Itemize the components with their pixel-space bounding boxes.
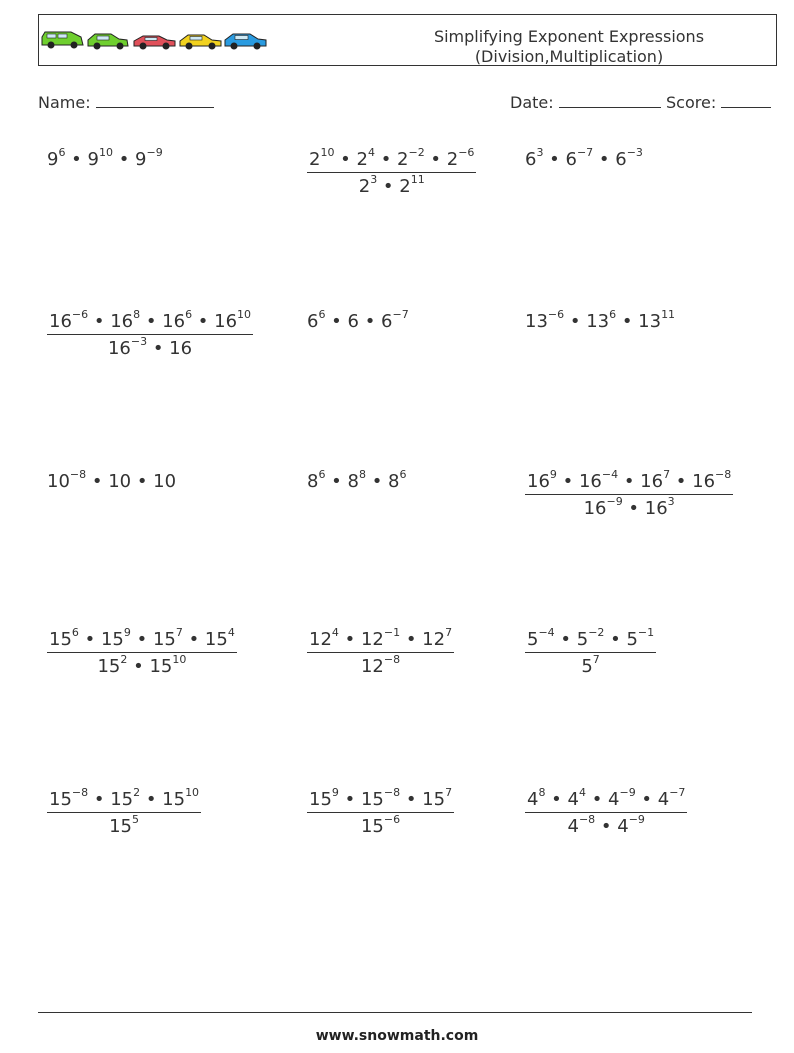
term-exponent: −7 — [669, 786, 686, 799]
term-base: 4 — [567, 789, 579, 810]
term-exponent: 11 — [661, 308, 676, 321]
problem-5 — [307, 310, 409, 332]
expression-den — [109, 813, 139, 837]
term-exponent: −1 — [637, 626, 655, 639]
term-base: 4 — [657, 789, 670, 810]
term-base: 12 — [360, 656, 384, 677]
car-icon — [134, 36, 175, 50]
term-base: 4 — [527, 789, 539, 810]
date-label: Date: — [510, 93, 554, 112]
expression-num — [525, 308, 676, 332]
multiply-dot: • — [131, 471, 154, 492]
multiply-dot: • — [585, 789, 609, 810]
term-exponent: −7 — [392, 308, 409, 321]
expression-den — [360, 653, 401, 677]
term-exponent: −3 — [130, 335, 148, 348]
term-exponent: 7 — [592, 653, 600, 666]
multiply-dot: • — [595, 816, 618, 837]
multiply-dot: • — [374, 149, 398, 170]
term-exponent: 3 — [370, 173, 378, 186]
expression-num — [527, 786, 686, 810]
multiply-dot: • — [424, 149, 447, 170]
title-line-2: (Division,Multiplication) — [474, 47, 664, 66]
multiply-dot: • — [358, 311, 382, 332]
term-exponent: −6 — [383, 813, 401, 826]
term-exponent: −8 — [578, 813, 596, 826]
problem-13 — [47, 788, 201, 837]
multiply-dot: • — [88, 311, 111, 332]
term-base: 16 — [527, 471, 550, 492]
multiply-dot: • — [127, 656, 150, 677]
term-base: 16 — [644, 498, 668, 519]
term-exponent: −6 — [547, 308, 565, 321]
term-base: 15 — [309, 789, 332, 810]
multiply-dot: • — [670, 471, 693, 492]
term-exponent: 7 — [445, 786, 453, 799]
term-exponent: −8 — [71, 786, 89, 799]
worksheet-title — [369, 27, 769, 67]
multiply-dot: • — [325, 471, 348, 492]
term-exponent: 7 — [175, 626, 183, 639]
term-base: 16 — [110, 311, 134, 332]
car-icon — [180, 35, 221, 50]
term-base: 13 — [638, 311, 662, 332]
term-base: 2 — [399, 176, 411, 197]
fraction — [47, 310, 253, 359]
term-base: 13 — [586, 311, 610, 332]
multiply-dot: • — [182, 629, 205, 650]
multiply-dot: • — [65, 149, 88, 170]
score-label: Score: — [666, 93, 717, 112]
term-exponent: 3 — [536, 146, 544, 159]
term-exponent: −8 — [715, 468, 732, 481]
term-exponent: 10 — [172, 653, 187, 666]
term-exponent: 5 — [131, 813, 139, 826]
term-base: 13 — [525, 311, 548, 332]
expression-num — [49, 786, 200, 810]
multiply-dot: • — [140, 789, 163, 810]
fraction — [307, 148, 476, 197]
problem-2 — [307, 148, 476, 197]
term-exponent: 10 — [237, 308, 252, 321]
term-exponent: 6 — [71, 626, 79, 639]
term-base: 5 — [626, 629, 638, 650]
multiply-dot: • — [147, 338, 170, 359]
expression-den — [360, 813, 401, 837]
term-base: 6 — [307, 311, 319, 332]
term-base: 15 — [110, 789, 134, 810]
term-base: 15 — [204, 629, 228, 650]
expression-num — [525, 146, 643, 170]
expression-den — [107, 335, 193, 359]
multiply-dot: • — [365, 471, 389, 492]
term-exponent: 6 — [318, 468, 326, 481]
multiply-dot: • — [325, 311, 348, 332]
term-exponent: −8 — [383, 786, 401, 799]
term-exponent: 9 — [123, 626, 131, 639]
term-exponent: 6 — [185, 308, 193, 321]
term-base: 6 — [565, 149, 577, 170]
multiply-dot: • — [543, 149, 566, 170]
multiply-dot: • — [545, 789, 568, 810]
term-base: 15 — [162, 789, 186, 810]
multiply-dot: • — [140, 311, 163, 332]
multiply-dot: • — [618, 471, 641, 492]
term-exponent: 6 — [318, 308, 326, 321]
term-base: 4 — [617, 816, 629, 837]
term-base: 9 — [47, 149, 59, 170]
term-base: 5 — [581, 656, 593, 677]
multiply-dot: • — [616, 311, 639, 332]
term-base: 16 — [640, 471, 664, 492]
term-exponent: −2 — [408, 146, 425, 159]
problem-12 — [525, 628, 656, 677]
term-base: 4 — [567, 816, 579, 837]
cars-decoration — [41, 29, 271, 51]
multiply-dot: • — [593, 149, 616, 170]
problem-1 — [47, 148, 163, 170]
term-base: 10 — [108, 471, 132, 492]
fraction — [525, 788, 687, 837]
term-exponent: −8 — [69, 468, 87, 481]
multiply-dot: • — [86, 471, 109, 492]
multiply-dot: • — [338, 629, 361, 650]
term-base: 15 — [49, 789, 72, 810]
term-exponent: 10 — [98, 146, 113, 159]
multiply-dot: • — [400, 629, 423, 650]
problem-6 — [525, 310, 675, 332]
multiply-dot: • — [130, 629, 153, 650]
term-base: 16 — [578, 471, 602, 492]
term-base: 16 — [49, 311, 72, 332]
multiply-dot: • — [88, 789, 111, 810]
term-exponent: 10 — [320, 146, 335, 159]
name-label: Name: — [38, 93, 91, 112]
multiply-dot: • — [554, 629, 577, 650]
expression-num — [527, 468, 732, 492]
expression-den — [358, 173, 425, 197]
term-exponent: 6 — [58, 146, 66, 159]
score-field[interactable] — [666, 93, 771, 112]
term-exponent: −9 — [606, 495, 623, 508]
term-base: 16 — [162, 311, 186, 332]
term-base: 9 — [135, 149, 147, 170]
term-base: 15 — [360, 816, 384, 837]
term-base: 15 — [97, 656, 121, 677]
date-blank[interactable] — [559, 93, 661, 108]
footer-url: www.snowmath.com — [315, 1028, 479, 1044]
fraction — [307, 628, 454, 677]
term-base: 10 — [153, 471, 177, 492]
multiply-dot: • — [400, 789, 423, 810]
term-exponent: −6 — [71, 308, 89, 321]
title-line-1: Simplifying Exponent Expressions — [433, 27, 705, 46]
term-base: 2 — [446, 149, 459, 170]
term-base: 6 — [525, 149, 537, 170]
expression-num — [309, 146, 475, 170]
multiply-dot: • — [622, 498, 645, 519]
term-exponent: 8 — [133, 308, 141, 321]
footer-divider — [38, 1012, 752, 1013]
term-base: 9 — [87, 149, 99, 170]
multiply-dot: • — [334, 149, 357, 170]
term-base: 15 — [422, 789, 446, 810]
term-exponent: 9 — [549, 468, 557, 481]
term-base: 15 — [152, 629, 176, 650]
name-field[interactable] — [38, 93, 214, 112]
fraction — [47, 788, 201, 837]
term-base: 15 — [149, 656, 173, 677]
term-base: 15 — [360, 789, 384, 810]
term-exponent: 2 — [133, 786, 141, 799]
problem-11 — [307, 628, 454, 677]
expression-num — [309, 786, 453, 810]
term-base: 2 — [309, 149, 321, 170]
problem-10 — [47, 628, 237, 677]
term-base: 8 — [388, 471, 400, 492]
fraction — [525, 628, 656, 677]
term-exponent: −7 — [576, 146, 594, 159]
term-exponent: −9 — [628, 813, 645, 826]
term-exponent: 10 — [185, 786, 200, 799]
term-base: 5 — [527, 629, 539, 650]
name-blank[interactable] — [96, 93, 214, 108]
term-exponent: −4 — [538, 626, 555, 639]
term-exponent: 7 — [663, 468, 671, 481]
multiply-dot: • — [377, 176, 400, 197]
car-icon — [225, 34, 266, 50]
term-exponent: 3 — [667, 495, 675, 508]
term-exponent: 8 — [358, 468, 366, 481]
expression-den — [583, 495, 675, 519]
term-exponent: 4 — [367, 146, 375, 159]
term-exponent: 7 — [445, 626, 453, 639]
term-base: 15 — [109, 816, 132, 837]
term-base: 6 — [381, 311, 393, 332]
problem-9 — [525, 470, 733, 519]
term-exponent: 2 — [120, 653, 128, 666]
problem-4 — [47, 310, 253, 359]
term-exponent: 8 — [538, 786, 546, 799]
term-base: 12 — [360, 629, 384, 650]
expression-num — [307, 308, 409, 332]
expression-num — [527, 626, 655, 650]
multiply-dot: • — [635, 789, 658, 810]
term-base: 15 — [100, 629, 124, 650]
term-base: 16 — [169, 338, 193, 359]
fraction — [525, 470, 733, 519]
expression-den — [97, 653, 187, 677]
term-exponent: 4 — [331, 626, 339, 639]
term-base: 2 — [358, 176, 371, 197]
term-base: 4 — [608, 789, 620, 810]
expression-den — [567, 813, 645, 837]
problem-8 — [307, 470, 406, 492]
term-exponent: 4 — [227, 626, 235, 639]
term-base: 16 — [107, 338, 131, 359]
multiply-dot: • — [338, 789, 361, 810]
term-exponent: 6 — [399, 468, 407, 481]
term-base: 16 — [692, 471, 716, 492]
term-exponent: −9 — [619, 786, 636, 799]
worksheet-header — [38, 14, 777, 66]
term-exponent: −3 — [626, 146, 643, 159]
expression-num — [47, 468, 177, 492]
expression-num — [307, 468, 407, 492]
term-base: 10 — [47, 471, 70, 492]
expression-den — [581, 653, 600, 677]
term-base: 2 — [356, 149, 368, 170]
term-base: 16 — [583, 498, 607, 519]
term-exponent: −6 — [458, 146, 475, 159]
expression-num — [47, 146, 163, 170]
term-exponent: −2 — [588, 626, 605, 639]
problem-15 — [525, 788, 687, 837]
term-base: 8 — [307, 471, 319, 492]
term-base: 2 — [397, 149, 409, 170]
term-exponent: 6 — [609, 308, 617, 321]
multiply-dot: • — [604, 629, 627, 650]
fraction — [47, 628, 237, 677]
term-base: 6 — [347, 311, 359, 332]
multiply-dot: • — [192, 311, 215, 332]
score-blank[interactable] — [721, 93, 771, 108]
multiply-dot: • — [112, 149, 136, 170]
problem-7 — [47, 470, 176, 492]
expression-num — [49, 308, 252, 332]
problem-3 — [525, 148, 643, 170]
term-base: 12 — [309, 629, 332, 650]
term-exponent: −4 — [601, 468, 619, 481]
term-base: 5 — [576, 629, 589, 650]
term-base: 16 — [214, 311, 238, 332]
problem-14 — [307, 788, 454, 837]
term-exponent: −9 — [146, 146, 163, 159]
date-field[interactable] — [510, 93, 661, 112]
term-exponent: 9 — [331, 786, 339, 799]
term-base: 12 — [422, 629, 446, 650]
term-exponent: 11 — [410, 173, 425, 186]
term-base: 6 — [615, 149, 627, 170]
fraction — [307, 788, 454, 837]
expression-num — [49, 626, 235, 650]
term-exponent: −1 — [383, 626, 401, 639]
expression-num — [309, 626, 453, 650]
multiply-dot: • — [78, 629, 101, 650]
car-icon — [88, 34, 128, 50]
term-exponent: 4 — [578, 786, 586, 799]
term-base: 8 — [347, 471, 359, 492]
multiply-dot: • — [564, 311, 587, 332]
multiply-dot: • — [556, 471, 579, 492]
term-exponent: −8 — [383, 653, 401, 666]
term-base: 15 — [49, 629, 72, 650]
car-icon — [42, 32, 83, 49]
